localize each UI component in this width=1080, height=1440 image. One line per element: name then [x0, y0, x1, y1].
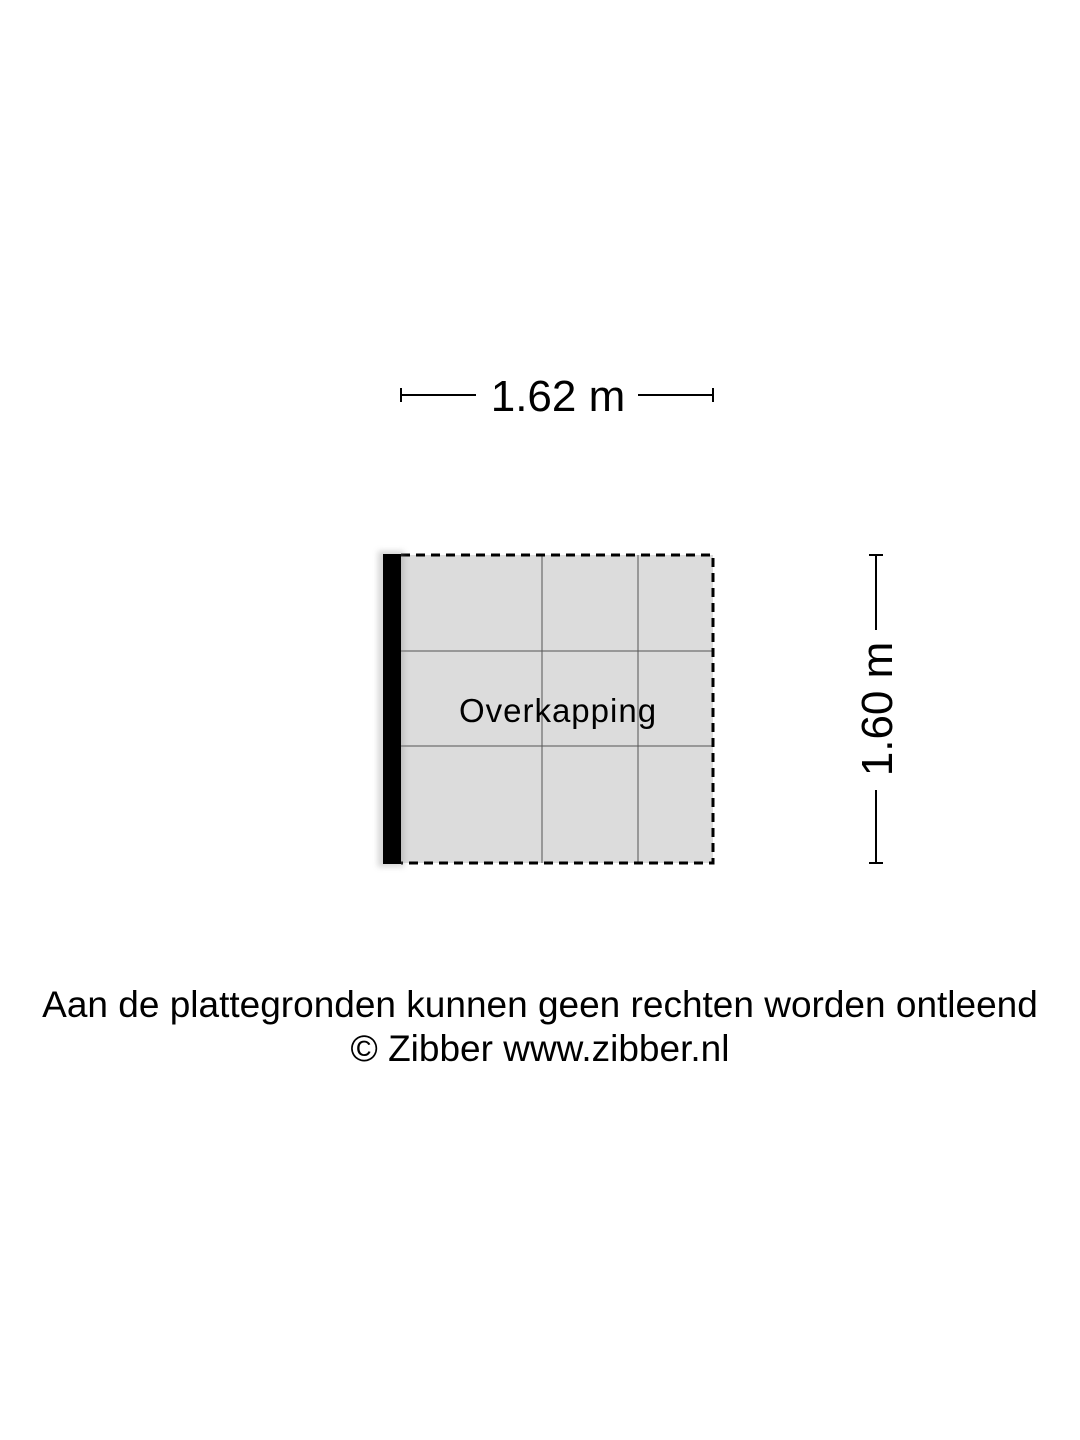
disclaimer-text: Aan de plattegronden kunnen geen rechten worden ontleend [42, 984, 1038, 1025]
depth-dimension [853, 555, 902, 863]
copyright-text: © Zibber www.zibber.nl [350, 1028, 730, 1069]
width-dimension-label: 1.62 m [490, 372, 626, 421]
room-label: Overkapping [458, 692, 658, 729]
room-overkapping [378, 551, 713, 867]
wall [383, 554, 401, 864]
depth-dimension-label: 1.60 m [853, 641, 902, 777]
width-dimension [401, 372, 713, 421]
